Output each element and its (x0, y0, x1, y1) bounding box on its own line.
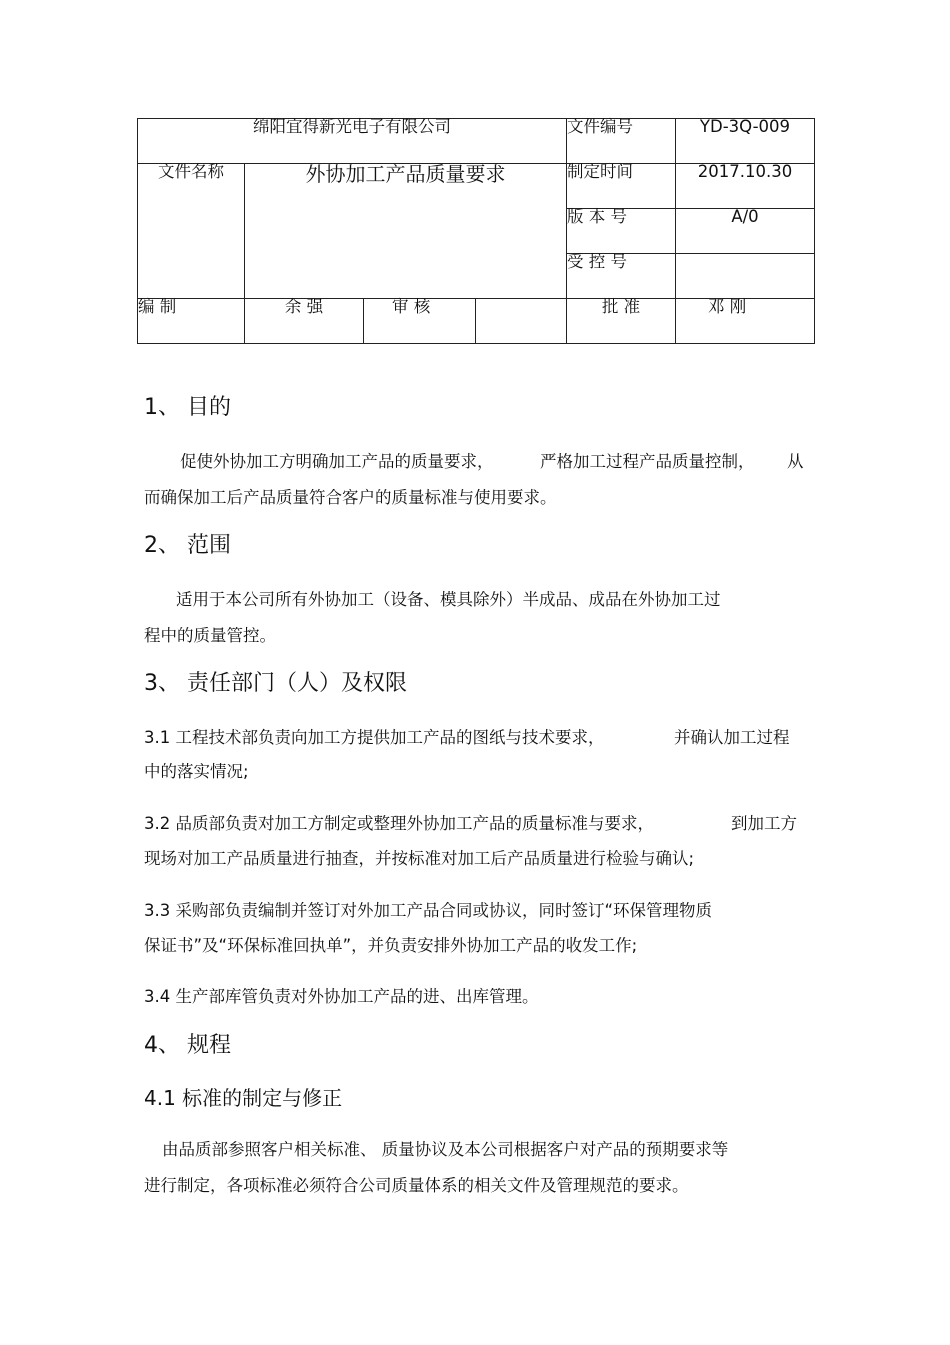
section-3-1-text-c: 中的落实情况; (144, 762, 249, 781)
section-2-text-1: 适用于本公司所有外协加工（设备、模具除外）半成品、成品在外协加工过 (176, 590, 721, 609)
section-2-heading: 2、 范围 (144, 533, 231, 558)
doc-no-label: 文件编号 (567, 119, 676, 164)
section-3-3-text-b: 保证书”及“环保标准回执单”，并负责安排外协加工产品的收发工作; (144, 936, 638, 955)
prepared-label: 编 制 (138, 299, 245, 344)
section-4-1-heading: 4.1 标准的制定与修正 (144, 1086, 343, 1110)
section-1-text-1c: 从 (787, 452, 804, 471)
doc-title: 外协加工产品质量要求 (245, 164, 567, 299)
section-3-2-text-b: 到加工方 (731, 814, 797, 833)
control-no-value (676, 254, 815, 299)
control-no-label: 受 控 号 (567, 254, 676, 299)
section-3-2-text-c: 现场对加工产品质量进行抽查，并按标准对加工后产品质量进行检验与确认; (144, 849, 695, 868)
section-4-1-text-2: 进行制定，各项标准必须符合公司质量体系的相关文件及管理规范的要求。 (144, 1176, 689, 1195)
section-3-4-text: 3.4 生产部库管负责对外协加工产品的进、出库管理。 (144, 987, 539, 1006)
prepared-by: 余 强 (245, 299, 364, 344)
reviewed-label: 审 核 (364, 299, 476, 344)
version-label: 版 本 号 (567, 209, 676, 254)
section-3-2-text-a: 3.2 品质部负责对加工方制定或整理外协加工产品的质量标准与要求， (144, 814, 654, 833)
date-value: 2017.10.30 (676, 164, 815, 209)
approved-label: 批 准 (567, 299, 676, 344)
doc-no-value: YD-3Q-009 (676, 119, 815, 164)
reviewed-by (476, 299, 567, 344)
section-4-heading: 4、 规程 (144, 1033, 231, 1058)
section-3-heading: 3、 责任部门（人）及权限 (144, 671, 407, 696)
doc-name-label: 文件名称 (138, 164, 245, 299)
section-3-1-text-b: 并确认加工过程 (674, 728, 790, 747)
approved-by: 邓 刚 (676, 299, 815, 344)
section-3-3-text-a: 3.3 采购部负责编制并签订对外加工产品合同或协议，同时签订“环保管理物质 (144, 901, 713, 920)
section-4-1-text-1: 由品质部参照客户相关标准、 质量协议及本公司根据客户对产品的预期要求等 (162, 1140, 729, 1159)
section-1-text-2: 而确保加工后产品质量符合客户的质量标准与使用要求。 (144, 488, 557, 507)
section-1-heading: 1、 目的 (144, 395, 231, 420)
section-2-text-2: 程中的质量管控。 (144, 626, 276, 645)
section-1-text-1a: 促使外协加工方明确加工产品的质量要求， (180, 452, 494, 471)
document-header-table (137, 118, 815, 344)
version-value: A/0 (676, 209, 815, 254)
company-name: 绵阳宜得新光电子有限公司 (138, 119, 567, 164)
date-label: 制定时间 (567, 164, 676, 209)
section-3-1-text-a: 3.1 工程技术部负责向加工方提供加工产品的图纸与技术要求， (144, 728, 605, 747)
section-1-text-1b: 严格加工过程产品质量控制， (540, 452, 755, 471)
